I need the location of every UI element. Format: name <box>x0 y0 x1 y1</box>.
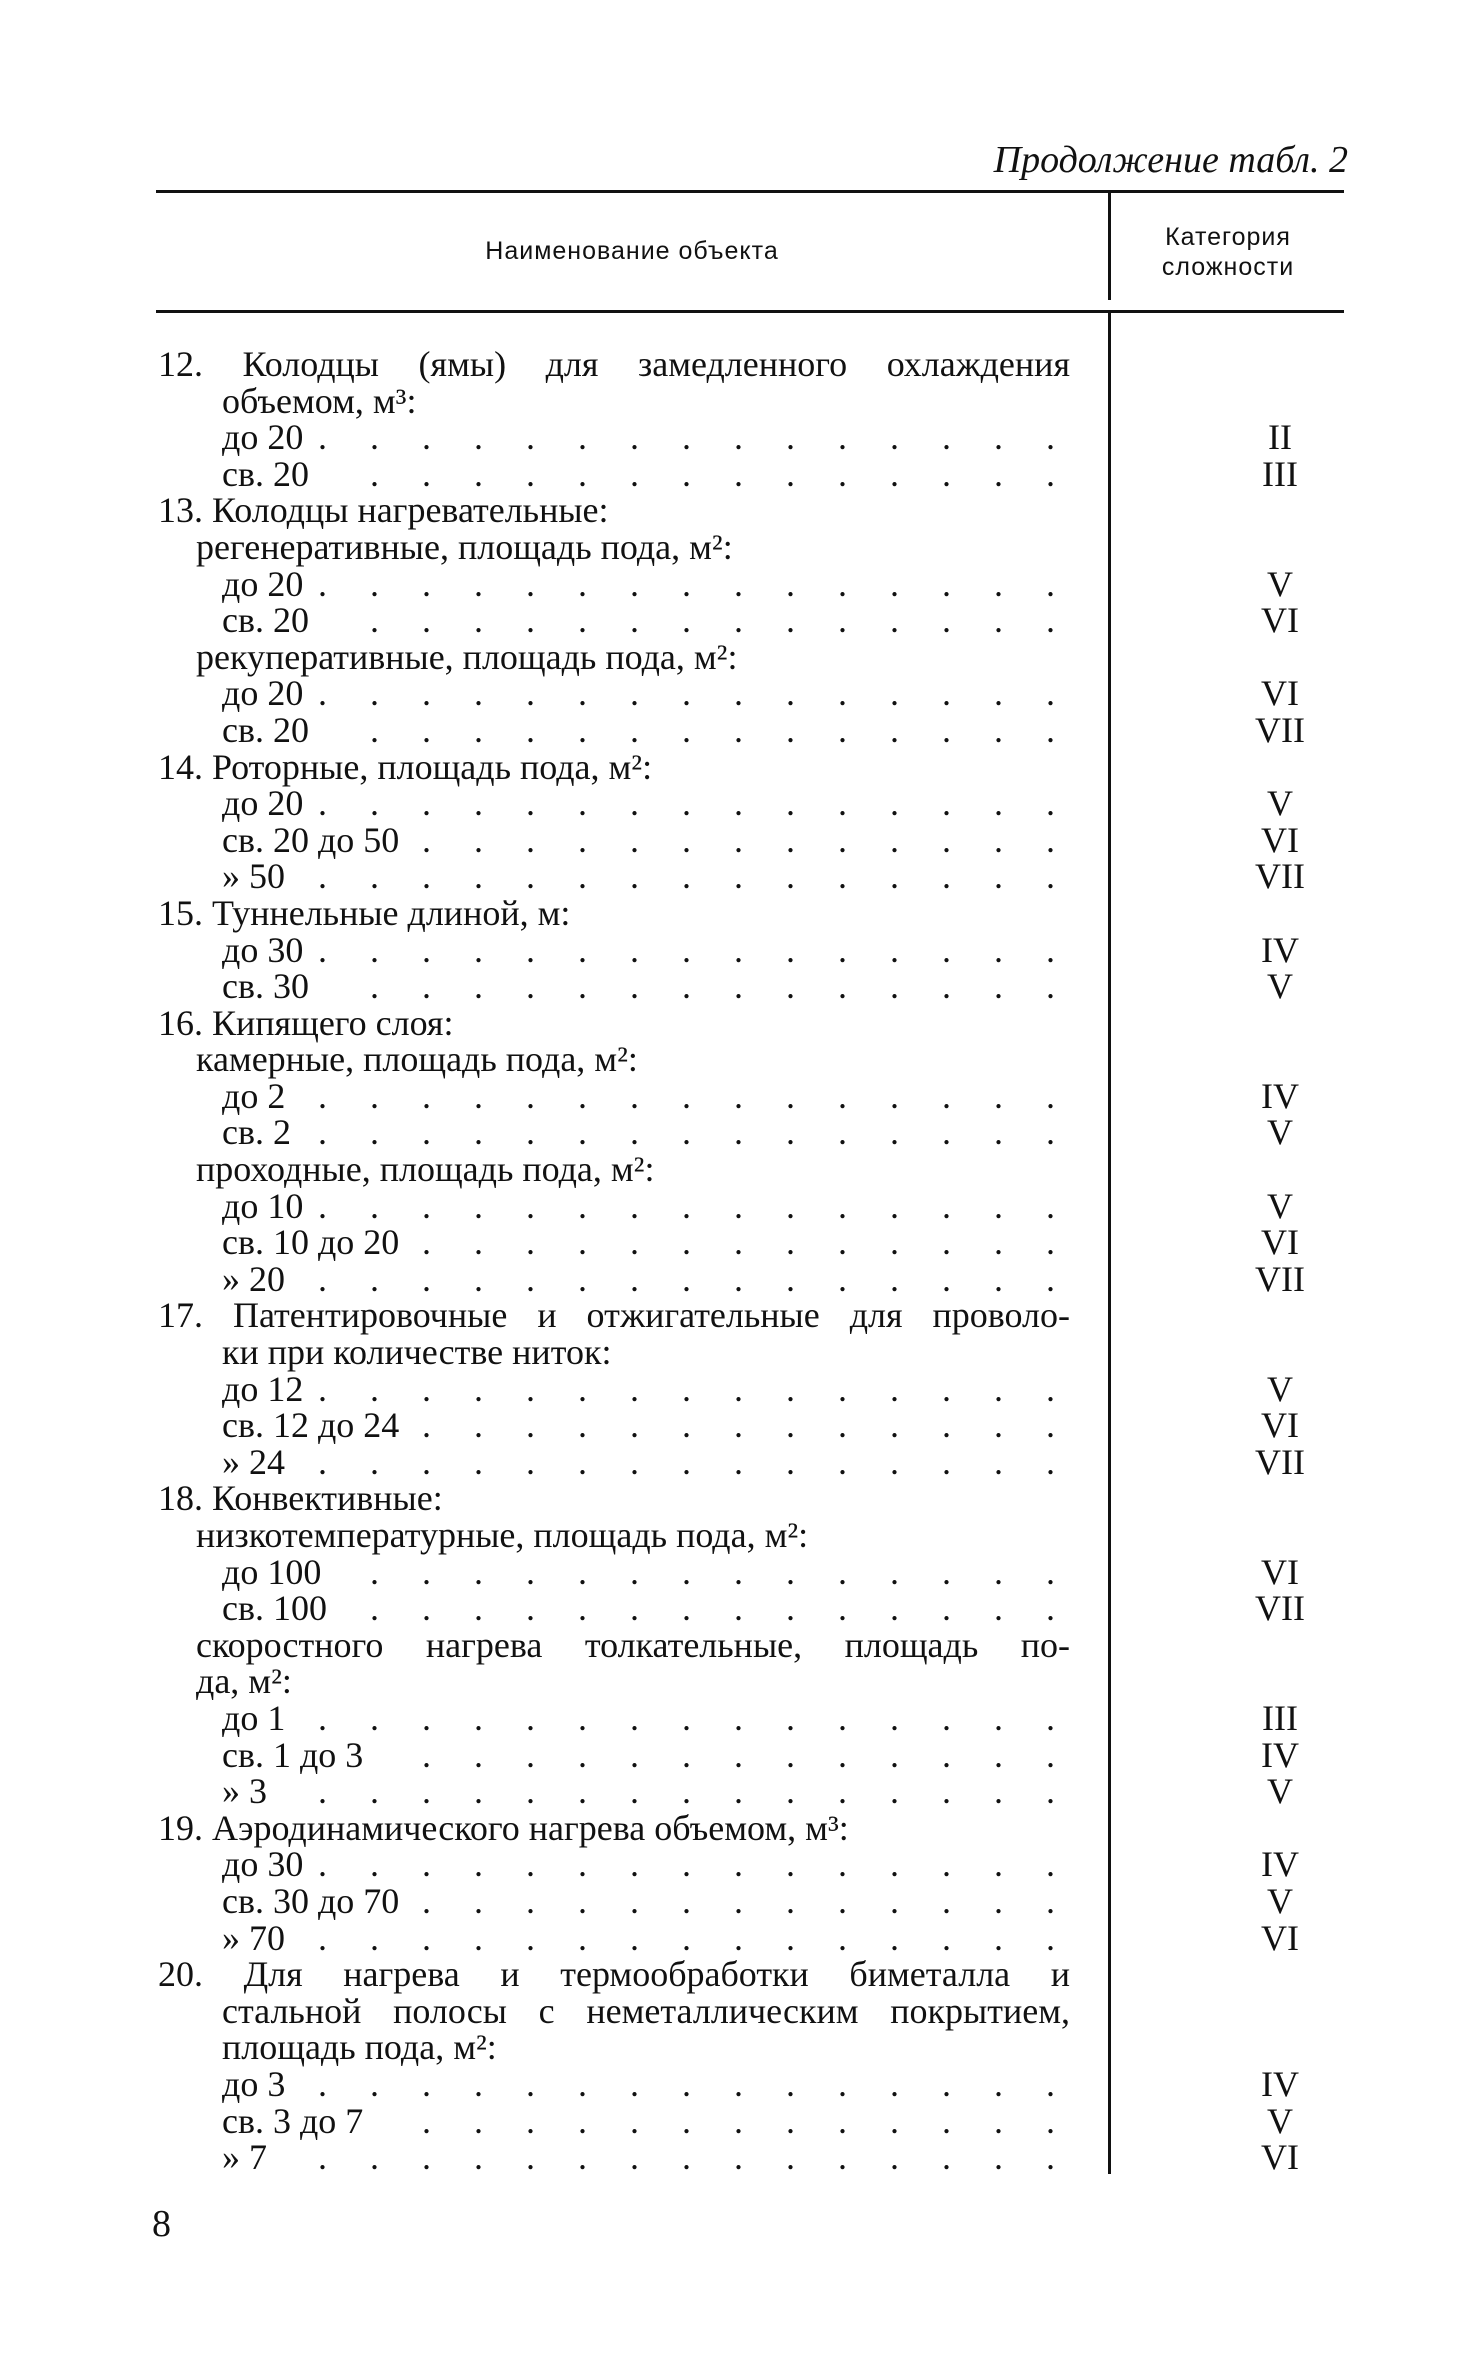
row-text: низкотемпературные, площадь пода, м²: <box>196 1515 809 1555</box>
dot-leader: . . . . . . . . . . . . . <box>422 1405 1072 1446</box>
row-category: VI <box>1261 1551 1299 1592</box>
row-category: V <box>1267 966 1293 1007</box>
row-text: св. 2 <box>222 1112 291 1153</box>
row-text: св. 30 <box>222 966 309 1007</box>
row-text: » 20 <box>222 1258 285 1299</box>
table-row <box>140 526 1080 567</box>
row-text: 14. Роторные, площадь пода, м²: <box>158 746 653 787</box>
row-text: 13. Колодцы нагревательные: <box>158 490 609 531</box>
table-row <box>140 746 1080 787</box>
row-category: III <box>1262 1697 1298 1738</box>
table-row <box>140 1185 1293 1226</box>
table-row <box>140 2029 1080 2066</box>
dot-leader: . . . . . . . . . . . . . . . <box>318 1112 1072 1153</box>
dot-leader: . . . . . . . . . . . . . . <box>370 600 1072 641</box>
table-row <box>140 892 1080 933</box>
row-text: св. 10 до 20 <box>222 1222 400 1263</box>
dot-leader: . . . . . . . . . . . . . . <box>370 1551 1072 1592</box>
table-row <box>140 819 1299 860</box>
table-row <box>140 1151 1080 1188</box>
row-text: св. 20 до 50 <box>222 819 400 860</box>
row-category: IV <box>1261 2063 1299 2104</box>
dot-leader: . . . . . . . . . . . . . . . <box>318 929 1072 970</box>
header-category-line1: Категория <box>1165 223 1291 251</box>
table-row <box>140 380 1080 421</box>
row-category: V <box>1267 1368 1293 1409</box>
dot-leader: . . . . . . . . . . . . . . . <box>318 673 1072 714</box>
row-text: 12. Колодцы (ямы) для замедленного охлаждения <box>158 344 1070 384</box>
row-text: проходные, площадь пода, м²: <box>196 1149 655 1190</box>
row-text: св. 30 до 70 <box>222 1880 400 1921</box>
table-row <box>140 1441 1305 1482</box>
row-category: VII <box>1255 1258 1305 1299</box>
row-category: VII <box>1255 709 1305 750</box>
table-row <box>140 966 1293 1007</box>
row-text: 19. Аэродинамического нагрева объемом, м³: <box>158 1807 849 1848</box>
dot-leader: . . . . . . . . . . . . . . . <box>318 1771 1072 1812</box>
body-column-divider <box>1108 312 1111 2174</box>
table-row <box>140 1880 1293 1921</box>
row-category: VII <box>1255 856 1305 897</box>
dot-leader: . . . . . . . . . . . . . . <box>370 709 1072 750</box>
table-row <box>140 1041 1080 1078</box>
table-row <box>140 856 1305 897</box>
row-text: скоростного нагрева толкательные, площадь по- <box>196 1624 1070 1665</box>
dot-leader: . . . . . . . . . . . . . . . <box>318 1185 1072 1226</box>
table-row <box>140 1405 1299 1446</box>
dot-leader: . . . . . . . . . . . . . . . <box>318 417 1072 458</box>
dot-leader: . . . . . . . . . . . . . . . <box>318 1917 1072 1958</box>
header-bottom-rule <box>156 310 1344 313</box>
row-category: IV <box>1261 1844 1299 1885</box>
table-row <box>140 636 1080 677</box>
dot-leader: . . . . . . . . . . . . . <box>422 1880 1072 1921</box>
header-top-rule <box>156 190 1344 193</box>
dot-leader: . . . . . . . . . . . . . . <box>370 453 1072 494</box>
table-row <box>140 1990 1080 2031</box>
row-text: до 20 <box>222 417 304 458</box>
row-text: до 3 <box>222 2063 286 2104</box>
table-row <box>140 1807 1080 1848</box>
dot-leader: . . . . . . . . . . . . . . <box>370 1588 1072 1629</box>
row-category: II <box>1268 417 1292 458</box>
table-row <box>140 1002 1080 1043</box>
dot-leader: . . . . . . . . . . . . . . . <box>318 1258 1072 1299</box>
row-category: VI <box>1261 1917 1299 1958</box>
row-category: IV <box>1261 929 1299 970</box>
table-row <box>140 1551 1299 1592</box>
row-category: VI <box>1261 600 1299 641</box>
row-category: VI <box>1261 1405 1299 1446</box>
row-text: ки при количестве ниток: <box>222 1332 612 1373</box>
table-row <box>140 1663 1080 1700</box>
row-category: VI <box>1261 819 1299 860</box>
row-text: св. 20 <box>222 709 309 750</box>
table-row <box>140 492 1080 529</box>
row-text: до 12 <box>222 1368 304 1409</box>
dot-leader: . . . . . . . . . . . . . <box>422 2100 1072 2141</box>
row-text: св. 20 <box>222 453 309 494</box>
table-row <box>140 783 1293 824</box>
row-category: III <box>1262 453 1298 494</box>
row-text: 20. Для нагрева и термообработки биметалла и <box>158 1954 1070 1995</box>
row-category: V <box>1267 1112 1293 1153</box>
row-text: регенеративные, площадь пода, м²: <box>196 526 733 567</box>
row-text: св. 12 до 24 <box>222 1405 400 1446</box>
row-category: VII <box>1255 1588 1305 1629</box>
row-text: 17. Патентировочные и отжигательные для проволо- <box>158 1295 1070 1336</box>
table-row <box>140 2137 1299 2178</box>
dot-leader: . . . . . . . . . . . . . . . <box>318 1697 1072 1738</box>
row-text: св. 20 <box>222 600 309 641</box>
dot-leader: . . . . . . . . . . . . . . . <box>318 856 1072 897</box>
table-row <box>140 346 1080 383</box>
table-row <box>140 1917 1299 1958</box>
row-category: VII <box>1255 1441 1305 1482</box>
row-text: камерные, площадь пода, м²: <box>196 1039 638 1080</box>
table-row <box>140 563 1293 604</box>
table-row <box>140 1258 1305 1299</box>
row-text: рекуперативные, площадь пода, м²: <box>196 636 738 677</box>
row-text: » 24 <box>222 1441 285 1482</box>
table-row <box>140 1734 1299 1775</box>
row-text: площадь пода, м²: <box>222 2027 497 2068</box>
row-text: до 30 <box>222 1844 304 1885</box>
row-category: V <box>1267 2100 1293 2141</box>
table-body <box>140 344 1305 2178</box>
table-row <box>140 1368 1293 1409</box>
table-row <box>140 1517 1080 1554</box>
row-text: до 20 <box>222 673 304 714</box>
row-text: до 20 <box>222 563 304 604</box>
table-row <box>140 673 1299 714</box>
row-category: V <box>1267 1880 1293 1921</box>
row-category: V <box>1267 563 1293 604</box>
dot-leader: . . . . . . . . . . . . . . . <box>318 2063 1072 2104</box>
dot-leader: . . . . . . . . . . . . . . . <box>318 1075 1072 1116</box>
dot-leader: . . . . . . . . . . . . . . . <box>318 1441 1072 1482</box>
table-row <box>140 1697 1298 1738</box>
table-row <box>140 1297 1080 1334</box>
row-text: до 1 <box>222 1697 286 1738</box>
header-object-name: Наименование объекта <box>485 237 779 265</box>
row-text: » 7 <box>222 2137 267 2178</box>
table-row <box>140 1624 1080 1665</box>
table-row <box>140 1334 1080 1371</box>
table-row <box>140 929 1299 970</box>
row-category: V <box>1267 1771 1293 1812</box>
table-row <box>140 1222 1299 1263</box>
row-text: 16. Кипящего слоя: <box>158 1002 454 1043</box>
row-category: VI <box>1261 673 1299 714</box>
row-text: до 30 <box>222 929 304 970</box>
row-text: до 100 <box>222 1551 322 1592</box>
dot-leader: . . . . . . . . . . . . . . . <box>318 1844 1072 1885</box>
page-number: 8 <box>152 2203 171 2245</box>
row-text: да, м²: <box>196 1661 292 1702</box>
row-text: до 10 <box>222 1185 304 1226</box>
table-row <box>140 709 1305 750</box>
row-text: св. 1 до 3 <box>222 1734 364 1775</box>
table-row <box>140 417 1292 458</box>
row-text: стальной полосы с неметаллическим покрытием, <box>222 1990 1070 2031</box>
row-category: V <box>1267 1185 1293 1226</box>
row-text: » 3 <box>222 1771 267 1812</box>
table-row <box>140 1075 1299 1116</box>
table-caption: Продолжение табл. 2 <box>993 139 1348 181</box>
row-text: до 2 <box>222 1075 286 1116</box>
row-text: объемом, м³: <box>222 380 417 421</box>
header-category-line2: сложности <box>1161 253 1295 281</box>
dot-leader: . . . . . . . . . . . . . . . <box>318 783 1072 824</box>
row-category: IV <box>1261 1075 1299 1116</box>
dot-leader: . . . . . . . . . . . . . <box>422 1222 1072 1263</box>
row-text: 18. Конвективные: <box>158 1478 443 1519</box>
table-row <box>140 2100 1293 2141</box>
row-category: IV <box>1261 1734 1299 1775</box>
dot-leader: . . . . . . . . . . . . . <box>422 819 1072 860</box>
dot-leader: . . . . . . . . . . . . . . <box>370 966 1072 1007</box>
table-row <box>140 453 1298 494</box>
dot-leader: . . . . . . . . . . . . . . . <box>318 2137 1072 2178</box>
header-column-divider <box>1108 192 1111 300</box>
row-text: св. 100 <box>222 1588 327 1629</box>
table-row <box>140 1588 1305 1629</box>
row-text: до 20 <box>222 783 304 824</box>
row-text: 15. Туннельные длиной, м: <box>158 892 571 933</box>
dot-leader: . . . . . . . . . . . . . <box>422 1734 1072 1775</box>
table-row <box>140 1844 1299 1885</box>
row-text: св. 3 до 7 <box>222 2100 364 2141</box>
table-row <box>140 1956 1080 1993</box>
table-row <box>140 2063 1299 2104</box>
row-category: V <box>1267 783 1293 824</box>
row-text: » 70 <box>222 1917 285 1958</box>
row-text: » 50 <box>222 856 285 897</box>
table-row <box>140 1480 1080 1517</box>
table-row <box>140 1771 1293 1812</box>
table-row <box>140 1112 1293 1153</box>
header-category <box>1112 222 1344 282</box>
dot-leader: . . . . . . . . . . . . . . . <box>318 563 1072 604</box>
row-category: VI <box>1261 1222 1299 1263</box>
row-category: VI <box>1261 2137 1299 2178</box>
dot-leader: . . . . . . . . . . . . . . . <box>318 1368 1072 1409</box>
table-row <box>140 600 1299 641</box>
